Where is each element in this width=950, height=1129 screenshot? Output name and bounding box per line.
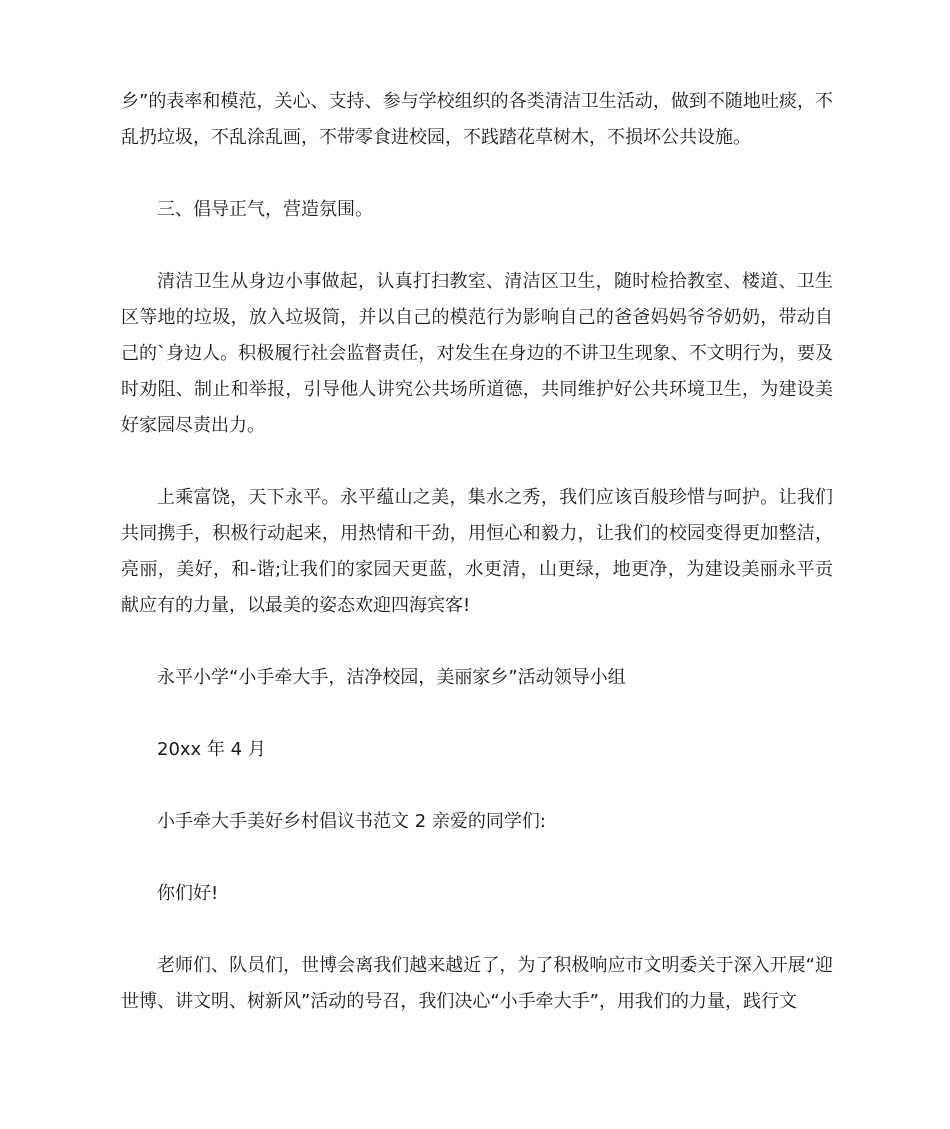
paragraph-gap: [121, 156, 833, 192]
paragraph-cleanliness: 清洁卫生从身边小事做起，认真打扫教室、清洁区卫生，随时检拾教室、楼道、卫生区等地的垃圾，放入垃圾筒，并以自己的模范行为影响自己的爸爸妈妈爷爷奶奶，带动自己的`身边人。积极履行社会监督责任，对发生在身边的不讲卫生现象、不文明行为，要及时劝阻、制止和举报，引导他人讲究公共场所道德，共同维护好公共环境卫生，为建设美好家园尽责出力。: [121, 271, 833, 436]
paragraph-continuation: 乡”的表率和模范，关心、支持、参与学校组织的各类清洁卫生活动，做到不随地吐痰，不乱扔垃圾，不乱涂乱画，不带零食进校园，不践踏花草树木，不损坏公共设施。: [121, 91, 833, 148]
paragraph-gap: [121, 912, 833, 948]
paragraph-gap: [121, 624, 833, 660]
paragraph-gap: [121, 444, 833, 480]
paragraph-gap: [121, 768, 833, 804]
paragraph-yongping: 上乘富饶，天下永平。永平蕴山之美，集水之秀，我们应该百般珍惜与呵护。让我们共同携手，积极行动起来，用热情和干劲，用恒心和毅力，让我们的校园变得更加整洁，亮丽，美好，和-谐;让我们的家园天更蓝，水更清，山更绿，地更净，为建设美丽永平贡献应有的力量，以最美的姿态欢迎四海宾客!: [121, 487, 833, 616]
paragraph-gap: [121, 228, 833, 264]
signature-date: 20xx 年 4 月: [157, 739, 266, 760]
paragraph-gap: [121, 840, 833, 876]
section-heading: 三、倡导正气，营造氛围。: [157, 199, 373, 220]
signature-organization: 永平小学“小手牵大手，洁净校园，美丽家乡”活动领导小组: [157, 667, 626, 688]
sample-title-greeting: 小手牵大手美好乡村倡议书范文 2 亲爱的同学们:: [157, 811, 546, 832]
greeting-hello: 你们好!: [157, 883, 219, 904]
paragraph-expo: 老师们、队员们，世博会离我们越来越近了，为了积极响应市文明委关于深入开展“迎世博、讲文明、树新风”活动的号召，我们决心“小手牵大手”，用我们的力量，践行文: [121, 955, 833, 1012]
document-page: [121, 84, 833, 1020]
paragraph-gap: [121, 696, 833, 732]
